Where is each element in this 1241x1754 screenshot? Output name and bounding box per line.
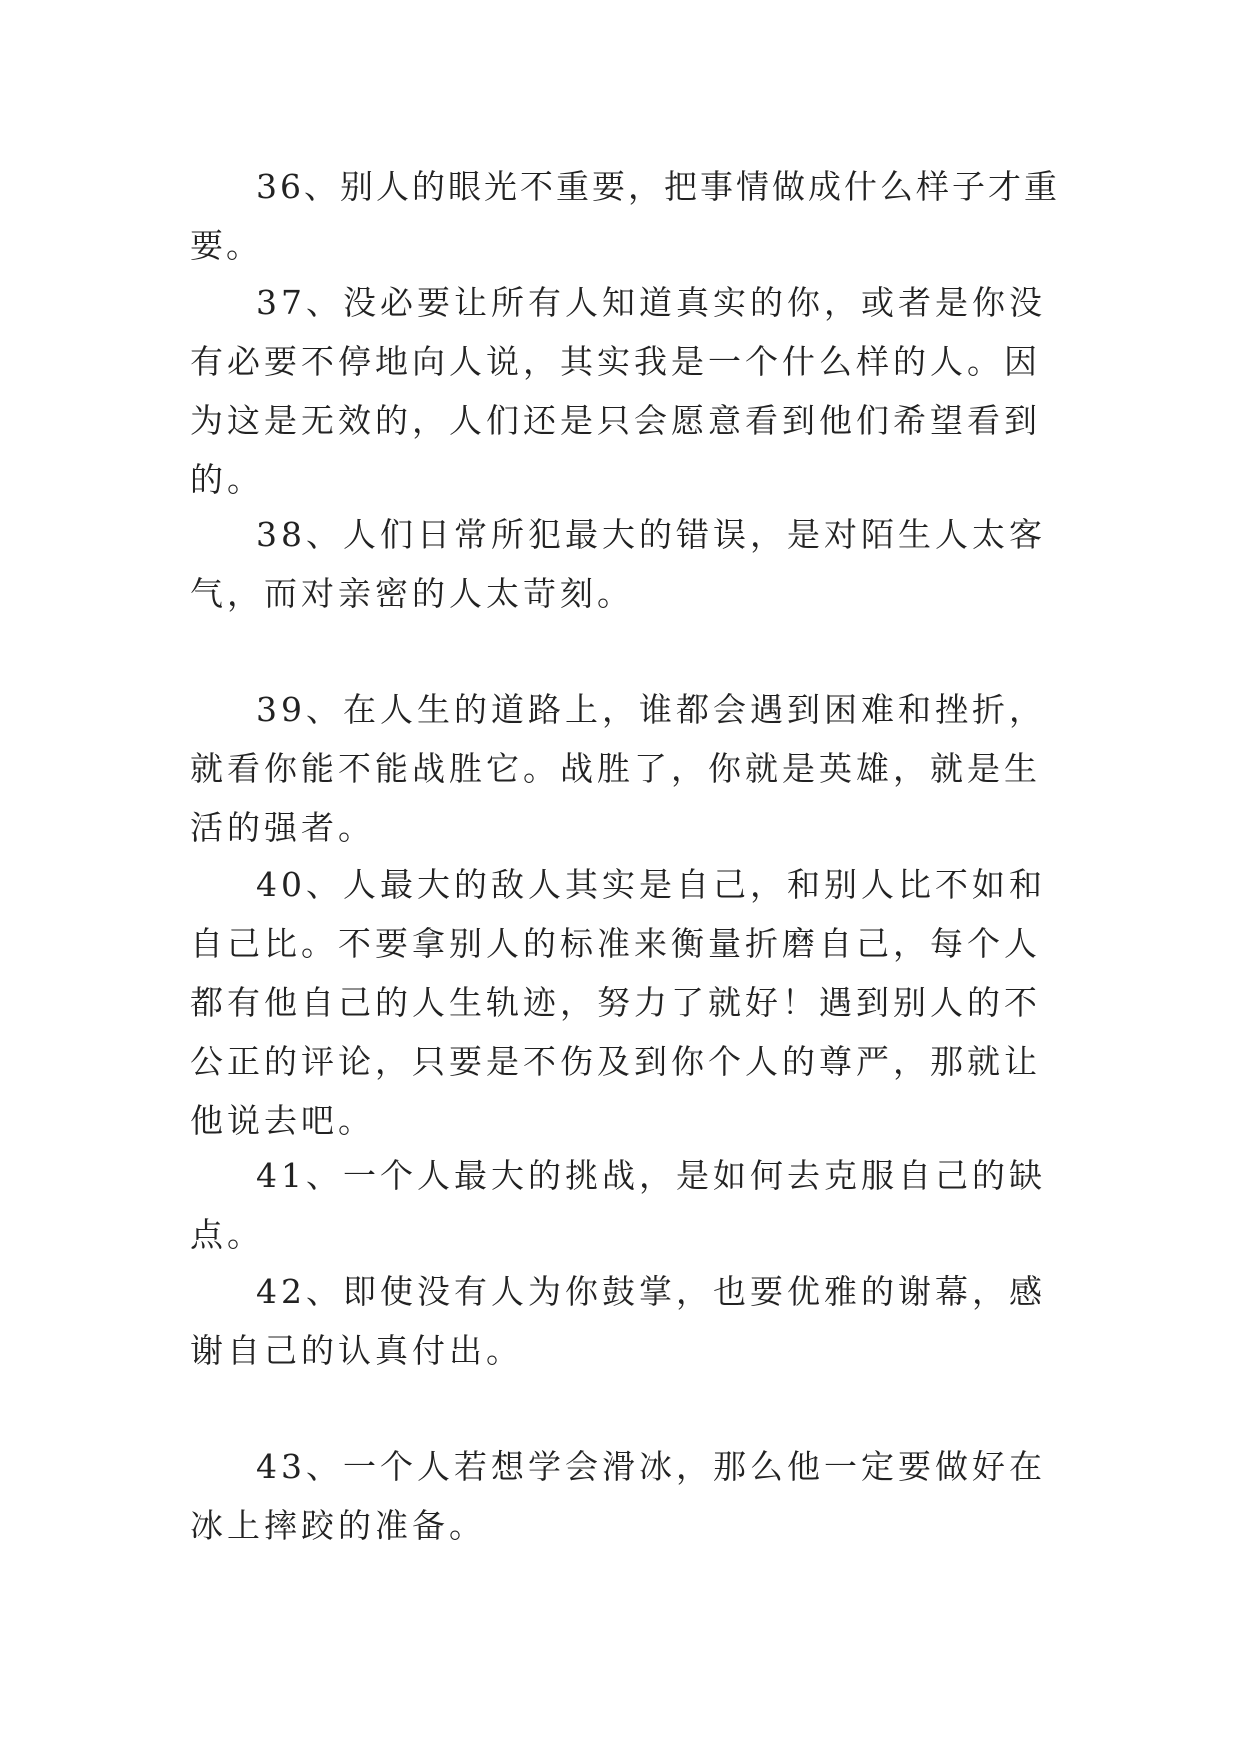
- quote-paragraph-43: 43、一个人若想学会滑冰，那么他一定要做好在冰上摔跤的准备。: [190, 1447, 1046, 1545]
- quote-paragraph-42: 42、即使没有人为你鼓掌，也要优雅的谢幕，感谢自己的认真付出。: [190, 1272, 1046, 1370]
- quote-paragraph-36: 36、别人的眼光不重要，把事情做成什么样子才重要。: [190, 167, 1060, 265]
- quote-paragraph-41: 41、一个人最大的挑战，是如何去克服自己的缺点。: [190, 1156, 1046, 1254]
- quote-paragraph-40: 40、人最大的敌人其实是自己，和别人比不如和自己比。不要拿别人的标准来衡量折磨自己，每个人都有他自己的人生轨迹，努力了就好！遇到别人的不公正的评论，只要是不伤及到你个人的尊严，那就让他说去吧。: [190, 865, 1046, 1140]
- quote-paragraph-39: 39、在人生的道路上，谁都会遇到困难和挫折，就看你能不能战胜它。战胜了，你就是英雄，就是生活的强者。: [190, 690, 1046, 847]
- quote-paragraph-38: 38、人们日常所犯最大的错误，是对陌生人太客气，而对亲密的人太苛刻。: [190, 515, 1046, 613]
- quote-paragraph-37: 37、没必要让所有人知道真实的你，或者是你没有必要不停地向人说，其实我是一个什么样的人。因为这是无效的，人们还是只会愿意看到他们希望看到的。: [190, 283, 1046, 499]
